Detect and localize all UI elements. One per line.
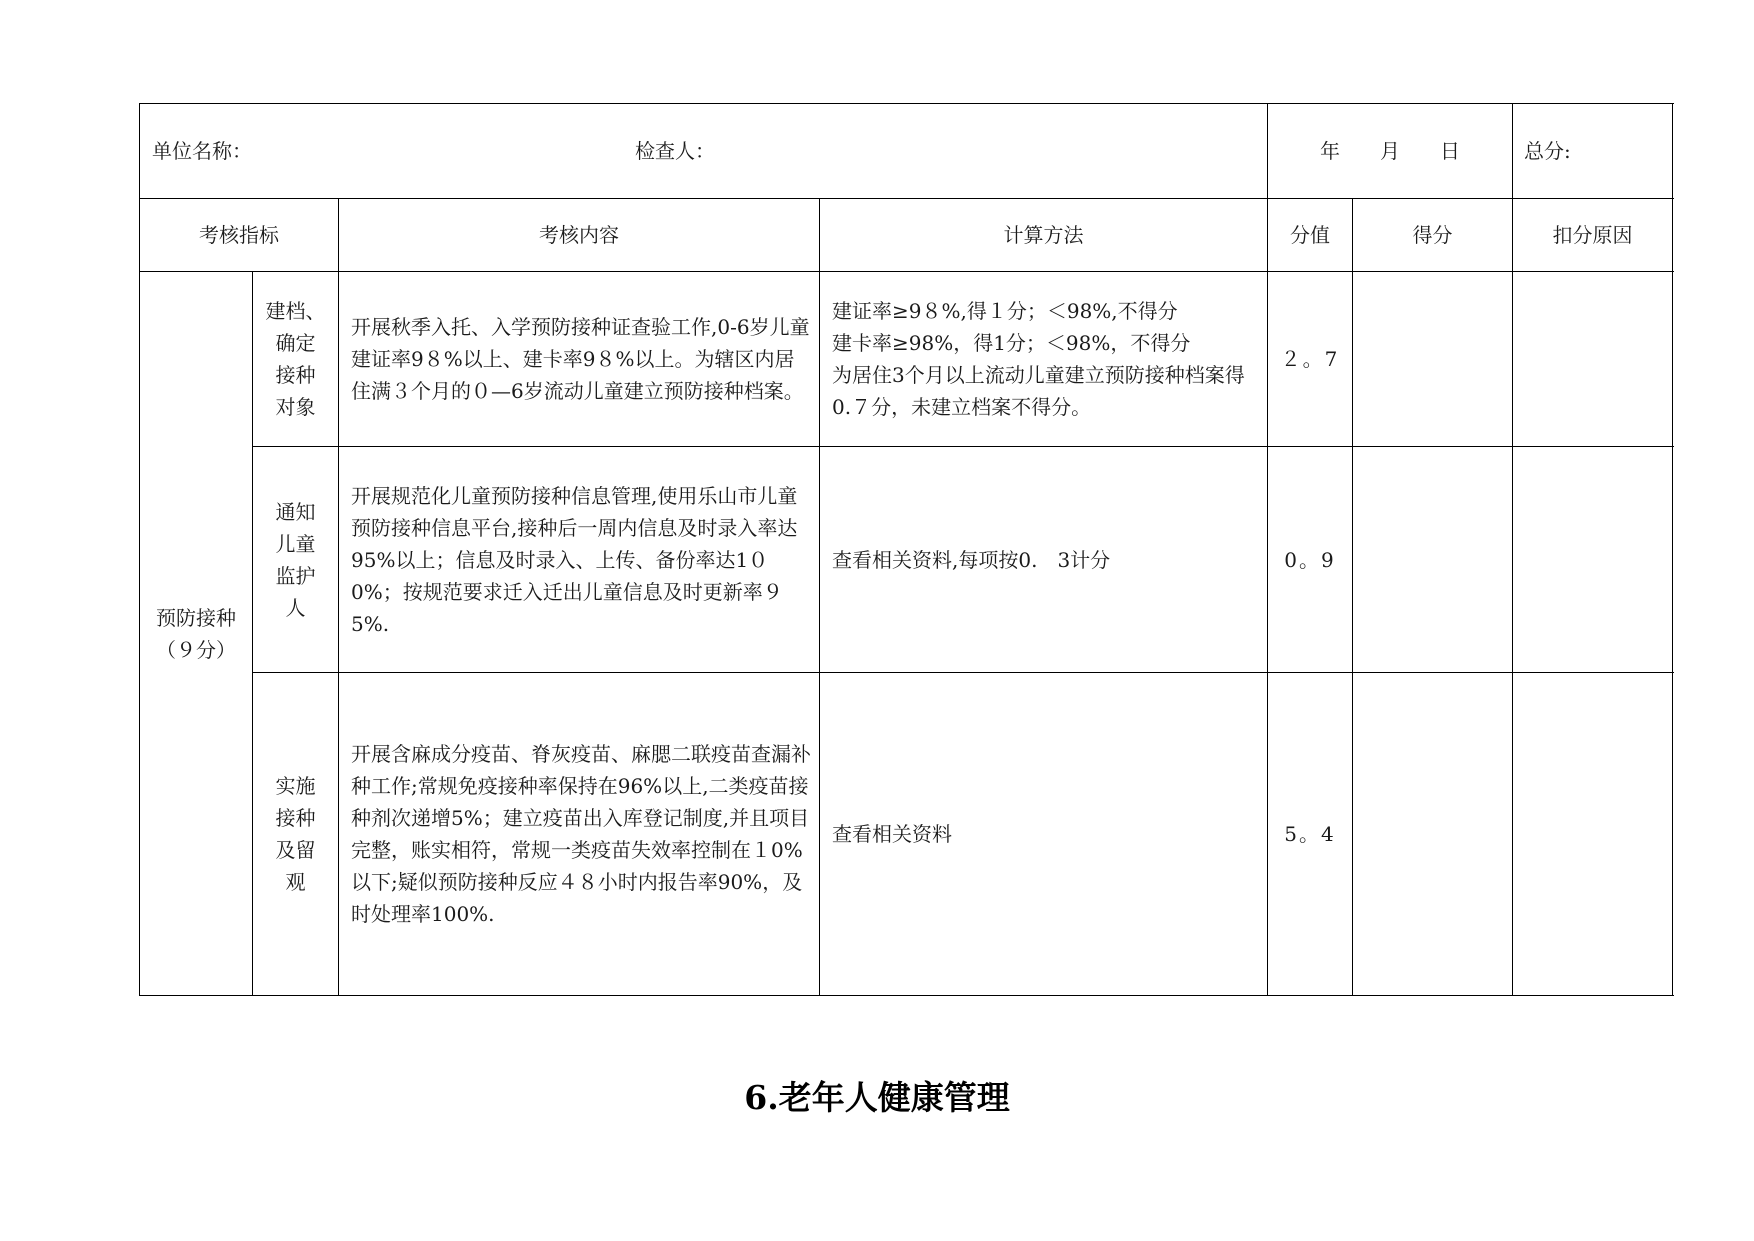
row3-indicator: 实施 接种 及留 观 <box>275 774 316 894</box>
row3-content: 开展含麻成分疫苗、脊灰疫苗、麻腮二联疫苗查漏补种工作;常规免疫接种率保持在96%以上,二类疫苗接种剂次递增5%；建立疫苗出入库登记制度,并且项目完整，账实相符，常规一类疫苗失效率控制在１0%以下;疑似预防接种反应４８小时内报告率90%，及时处理率100%. <box>351 742 811 926</box>
section-title: 6.老年人健康管理 <box>744 1078 1010 1117</box>
category-label: 预防接种 （９分） <box>156 605 236 662</box>
row2-got[interactable] <box>1353 447 1512 672</box>
row2-content: 开展规范化儿童预防接种信息管理,使用乐山市儿童预防接种信息平台,接种后一周内信息及时录入率达95%以上；信息及时录入、上传、备份率达1０0%；按规范要求迁入迁出儿童信息及时更新率９5%. <box>351 483 798 636</box>
total-score-label: 总分: <box>1524 139 1571 163</box>
table-border-right <box>1672 103 1673 996</box>
table-line-indicator-right <box>338 198 339 996</box>
row2-value: 0。9 <box>1284 547 1336 572</box>
row3-got[interactable] <box>1353 673 1512 995</box>
row3-method: 查看相关资料 <box>832 822 952 846</box>
row2-reason[interactable] <box>1513 447 1672 672</box>
row1-value: ２。7 <box>1280 347 1340 371</box>
header-content: 考核内容 <box>539 223 619 247</box>
header-indicator: 考核指标 <box>199 223 279 247</box>
date-label: 年 月 日 <box>1320 139 1460 163</box>
row2-method: 查看相关资料,每项按0. 3计分 <box>832 547 1111 572</box>
row3-reason[interactable] <box>1513 673 1672 995</box>
row1-method: 建证率≥9８%,得１分；＜98%,不得分 建卡率≥98%，得1分；＜98%，不得分 为居住3个月以上流动儿童建立预防接种档案得0.７分，未建立档案不得分。 <box>832 299 1245 419</box>
unit-name-label: 单位名称： <box>152 139 252 163</box>
row1-reason[interactable] <box>1513 272 1672 446</box>
row1-content: 开展秋季入托、入学预防接种证查验工作,0-6岁儿童建证率9８%以上、建卡率9８%以上。为辖区内居住满３个月的０—6岁流动儿童建立预防接种档案。 <box>351 315 810 403</box>
row2-indicator: 通知 儿童 监护 人 <box>275 499 316 620</box>
inspector-label: 检查人： <box>635 139 715 163</box>
header-method: 计算方法 <box>1003 223 1084 247</box>
row1-got[interactable] <box>1353 272 1512 446</box>
header-reason: 扣分原因 <box>1552 223 1633 247</box>
row3-value: 5。4 <box>1284 822 1336 846</box>
table-border-bottom <box>139 995 1674 996</box>
header-value: 分值 <box>1290 223 1330 247</box>
header-got: 得分 <box>1412 223 1453 247</box>
row1-indicator: 建档、 确定 接种 对象 <box>265 299 326 419</box>
table-line-content-right <box>819 198 820 996</box>
